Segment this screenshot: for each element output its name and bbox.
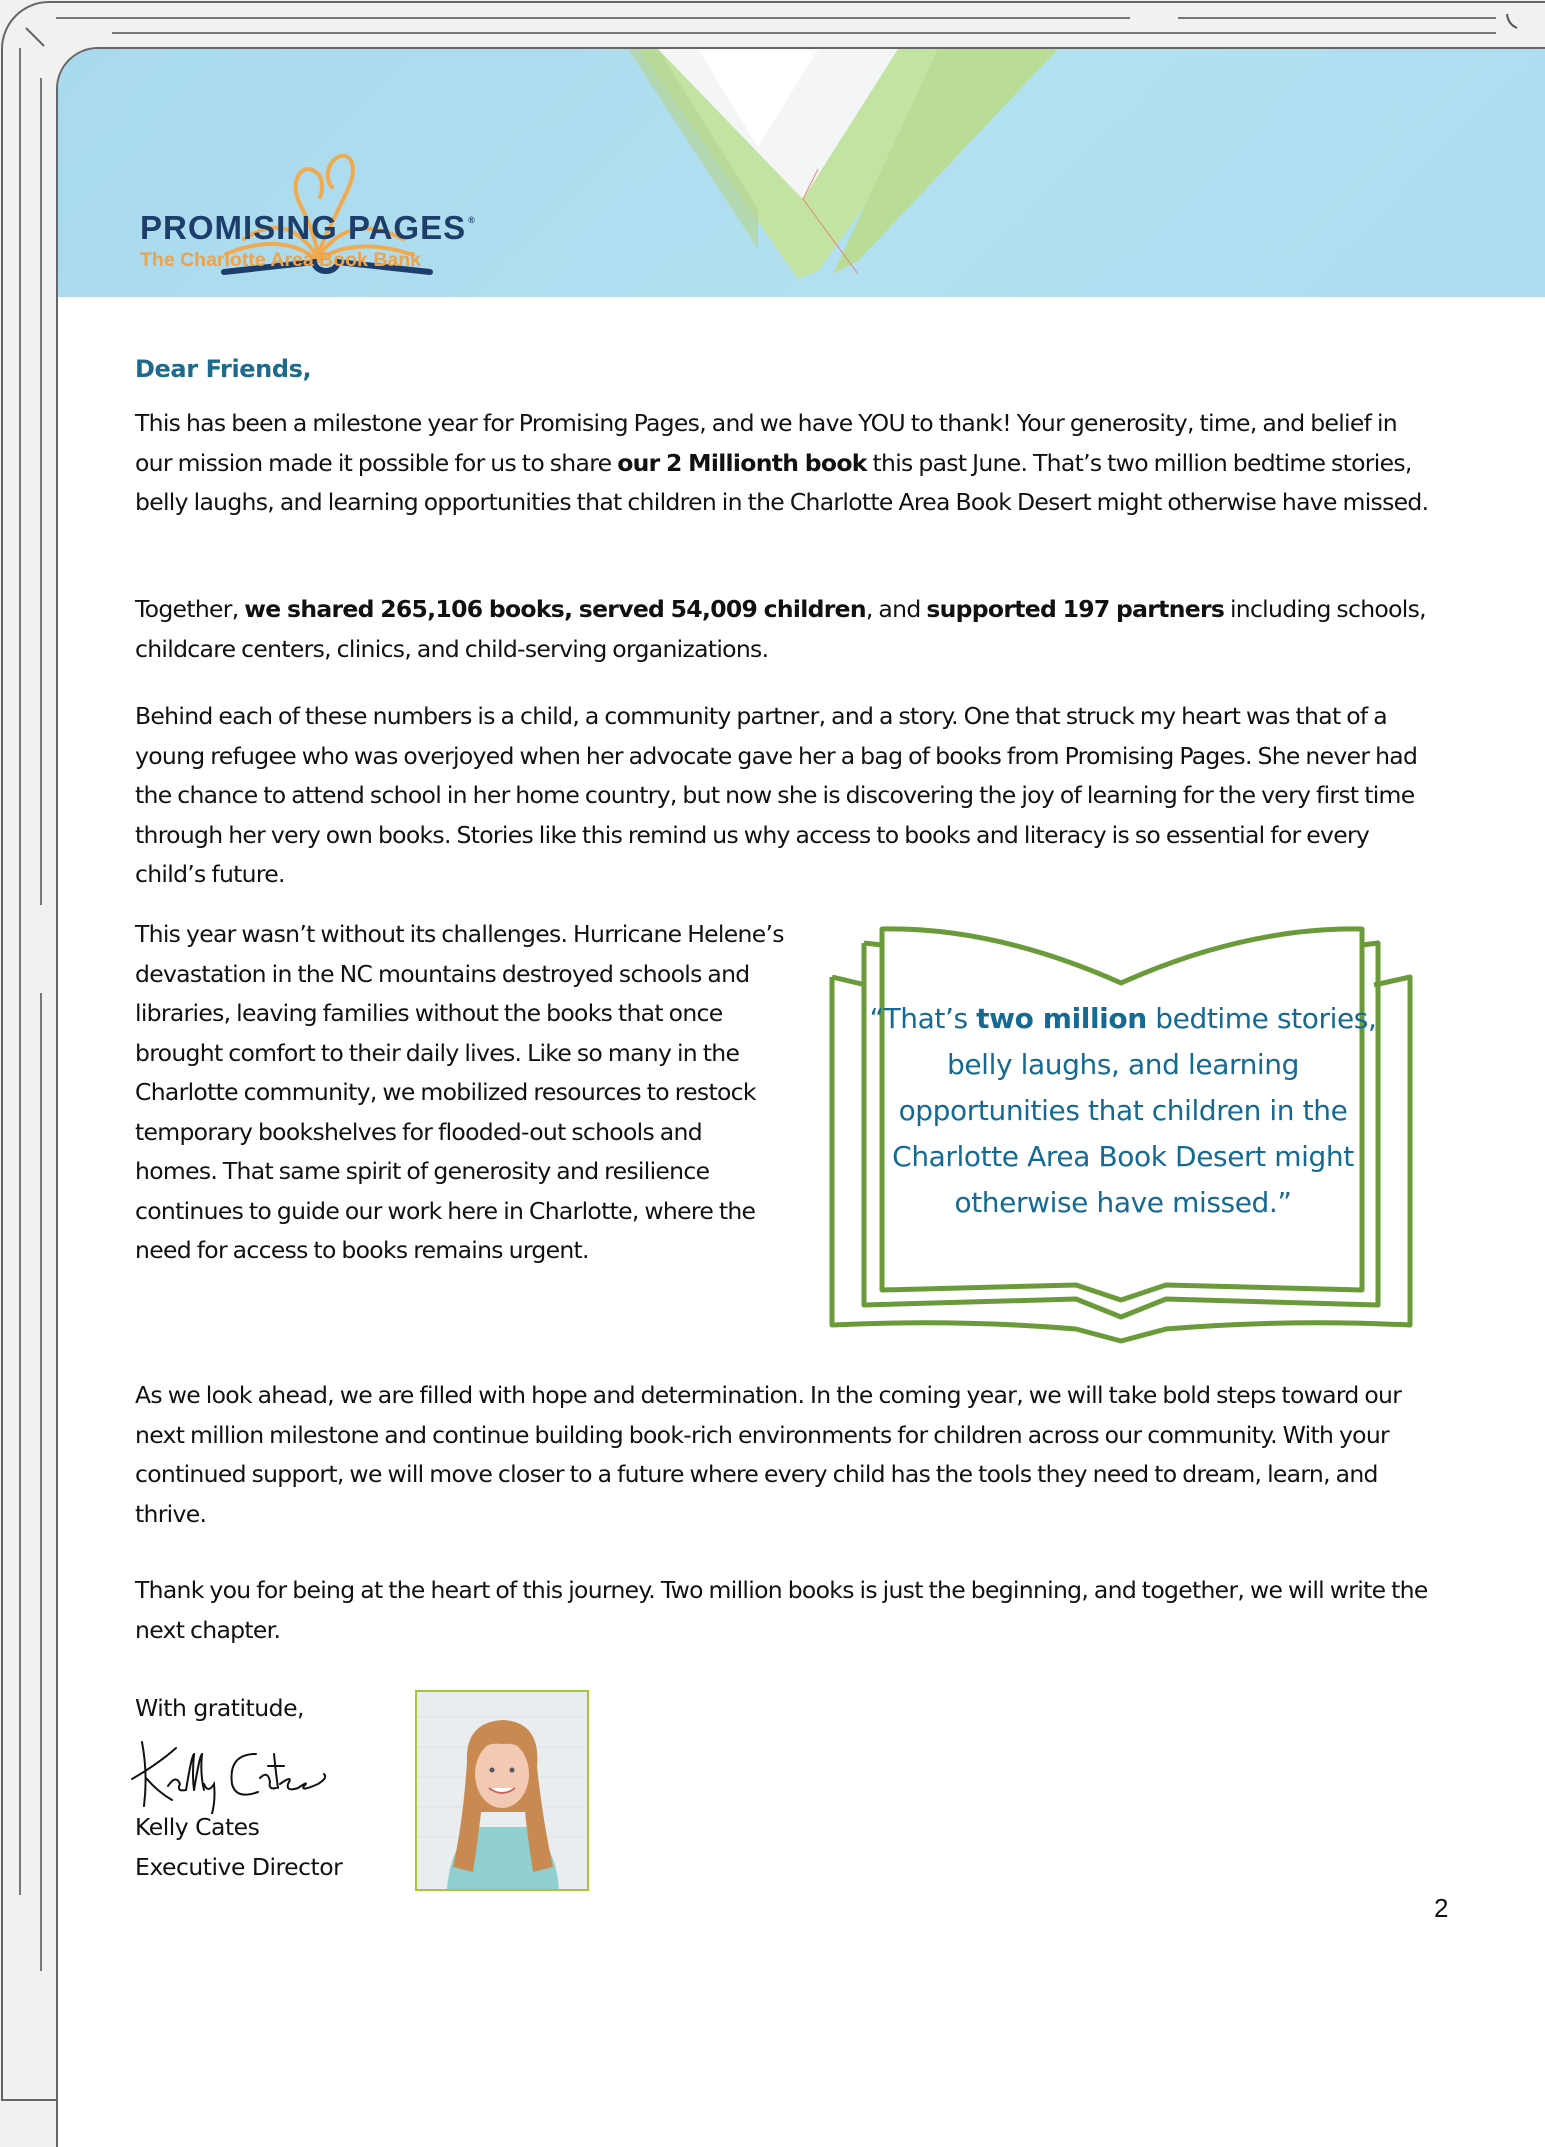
paragraph-looking-ahead: As we look ahead, we are filled with hope and determination. In the coming year, we will take bold steps toward our next million milestone and continue building book-rich environments for children across our community. With your continued support, we will move closer to a future where every child has the tools they need to dream, learn, and thrive. [135,1381,1402,1528]
frame-line-top-3 [112,32,1496,34]
paragraph-challenges: This year wasn’t without its challenges. Hurricane Helene’s devastation in the NC mountains destroyed schools and libraries, leaving families without the books that once brought comfort to their daily lives. Like so many in the Charlotte community, we mobilized resources to restock temporary bookshelves for flooded-out schools and homes. That same spirit of generosity and resilience continues to guide our work here in Charlotte, where the need for access to books remains urgent. [135,920,784,1264]
p2-text-a: Together, [135,595,245,623]
logo-title [140,209,476,247]
frame-line-top-1 [56,17,1130,19]
pull-quote [868,996,1378,1226]
p2-bold-books-children: we shared 265,106 books, served 54,009 children [244,595,866,623]
frame-corner-mark-right [1505,12,1521,32]
frame-line-left-1 [19,48,21,1895]
p2-bold-partners: supported 197 partners [926,595,1225,623]
quote-open: “That’s [869,1002,977,1035]
frame-line-left-2 [40,78,42,905]
signer-name: Kelly Cates [135,1813,260,1841]
director-portrait [415,1690,589,1891]
letter-greeting: Dear Friends, [135,355,312,383]
paragraph-thank-you: Thank you for being at the heart of this journey. Two million books is just the beginning, and together, we will write the next chapter. [135,1576,1428,1644]
paragraph-milestone [135,404,1430,523]
paragraph-stats [135,590,1430,669]
signer-title: Executive Director [135,1853,343,1881]
signature-icon [128,1734,338,1814]
paragraph-story: Behind each of these numbers is a child, a community partner, and a story. One that struck my heart was that of a young refugee who was overjoyed when her advocate gave her a bag of books from Promising Pages. She never had the chance to attend school in her home country, but now she is discovering the joy of learning for the very first time through her very own books. Stories like this remind us why access to books and literacy is so essential for every child’s future. [135,702,1418,888]
registered-mark: ® [468,215,476,225]
frame-line-top-2 [1178,17,1496,19]
p1-text-b: this past June. That’s two million bedtime stories, belly laughs, and learning opportunities that children in the Charlotte Area Book Desert might otherwise have missed. [135,448,1429,516]
page-number: 2 [1434,1893,1449,1923]
quote-bold: two million [976,1002,1147,1035]
quote-rest: bedtime stories, belly laughs, and learning opportunities that children in the Charlotte Area Book Desert might otherwise have missed.” [892,1002,1377,1219]
p1-text-a: This has been a milestone year for Promising Pages, and we have YOU to thank! Your generosity, time, and belief in our mission made it possible for us to share [135,409,1397,477]
p2-text-b: , and [865,595,927,623]
p1-bold: our 2 Millionth book [617,448,867,477]
frame-line-left-3 [40,993,42,1971]
logo-subtitle: The Charlotte Area Book Bank [140,249,421,271]
portrait-illustration [417,1692,587,1889]
signoff: With gratitude, [135,1694,305,1722]
frame-corner-mark [24,24,48,48]
logo-title-text: PROMISING PAGES [140,209,467,246]
p2-text-c: including schools, childcare centers, clinics, and child-serving organizations. [135,595,1426,663]
